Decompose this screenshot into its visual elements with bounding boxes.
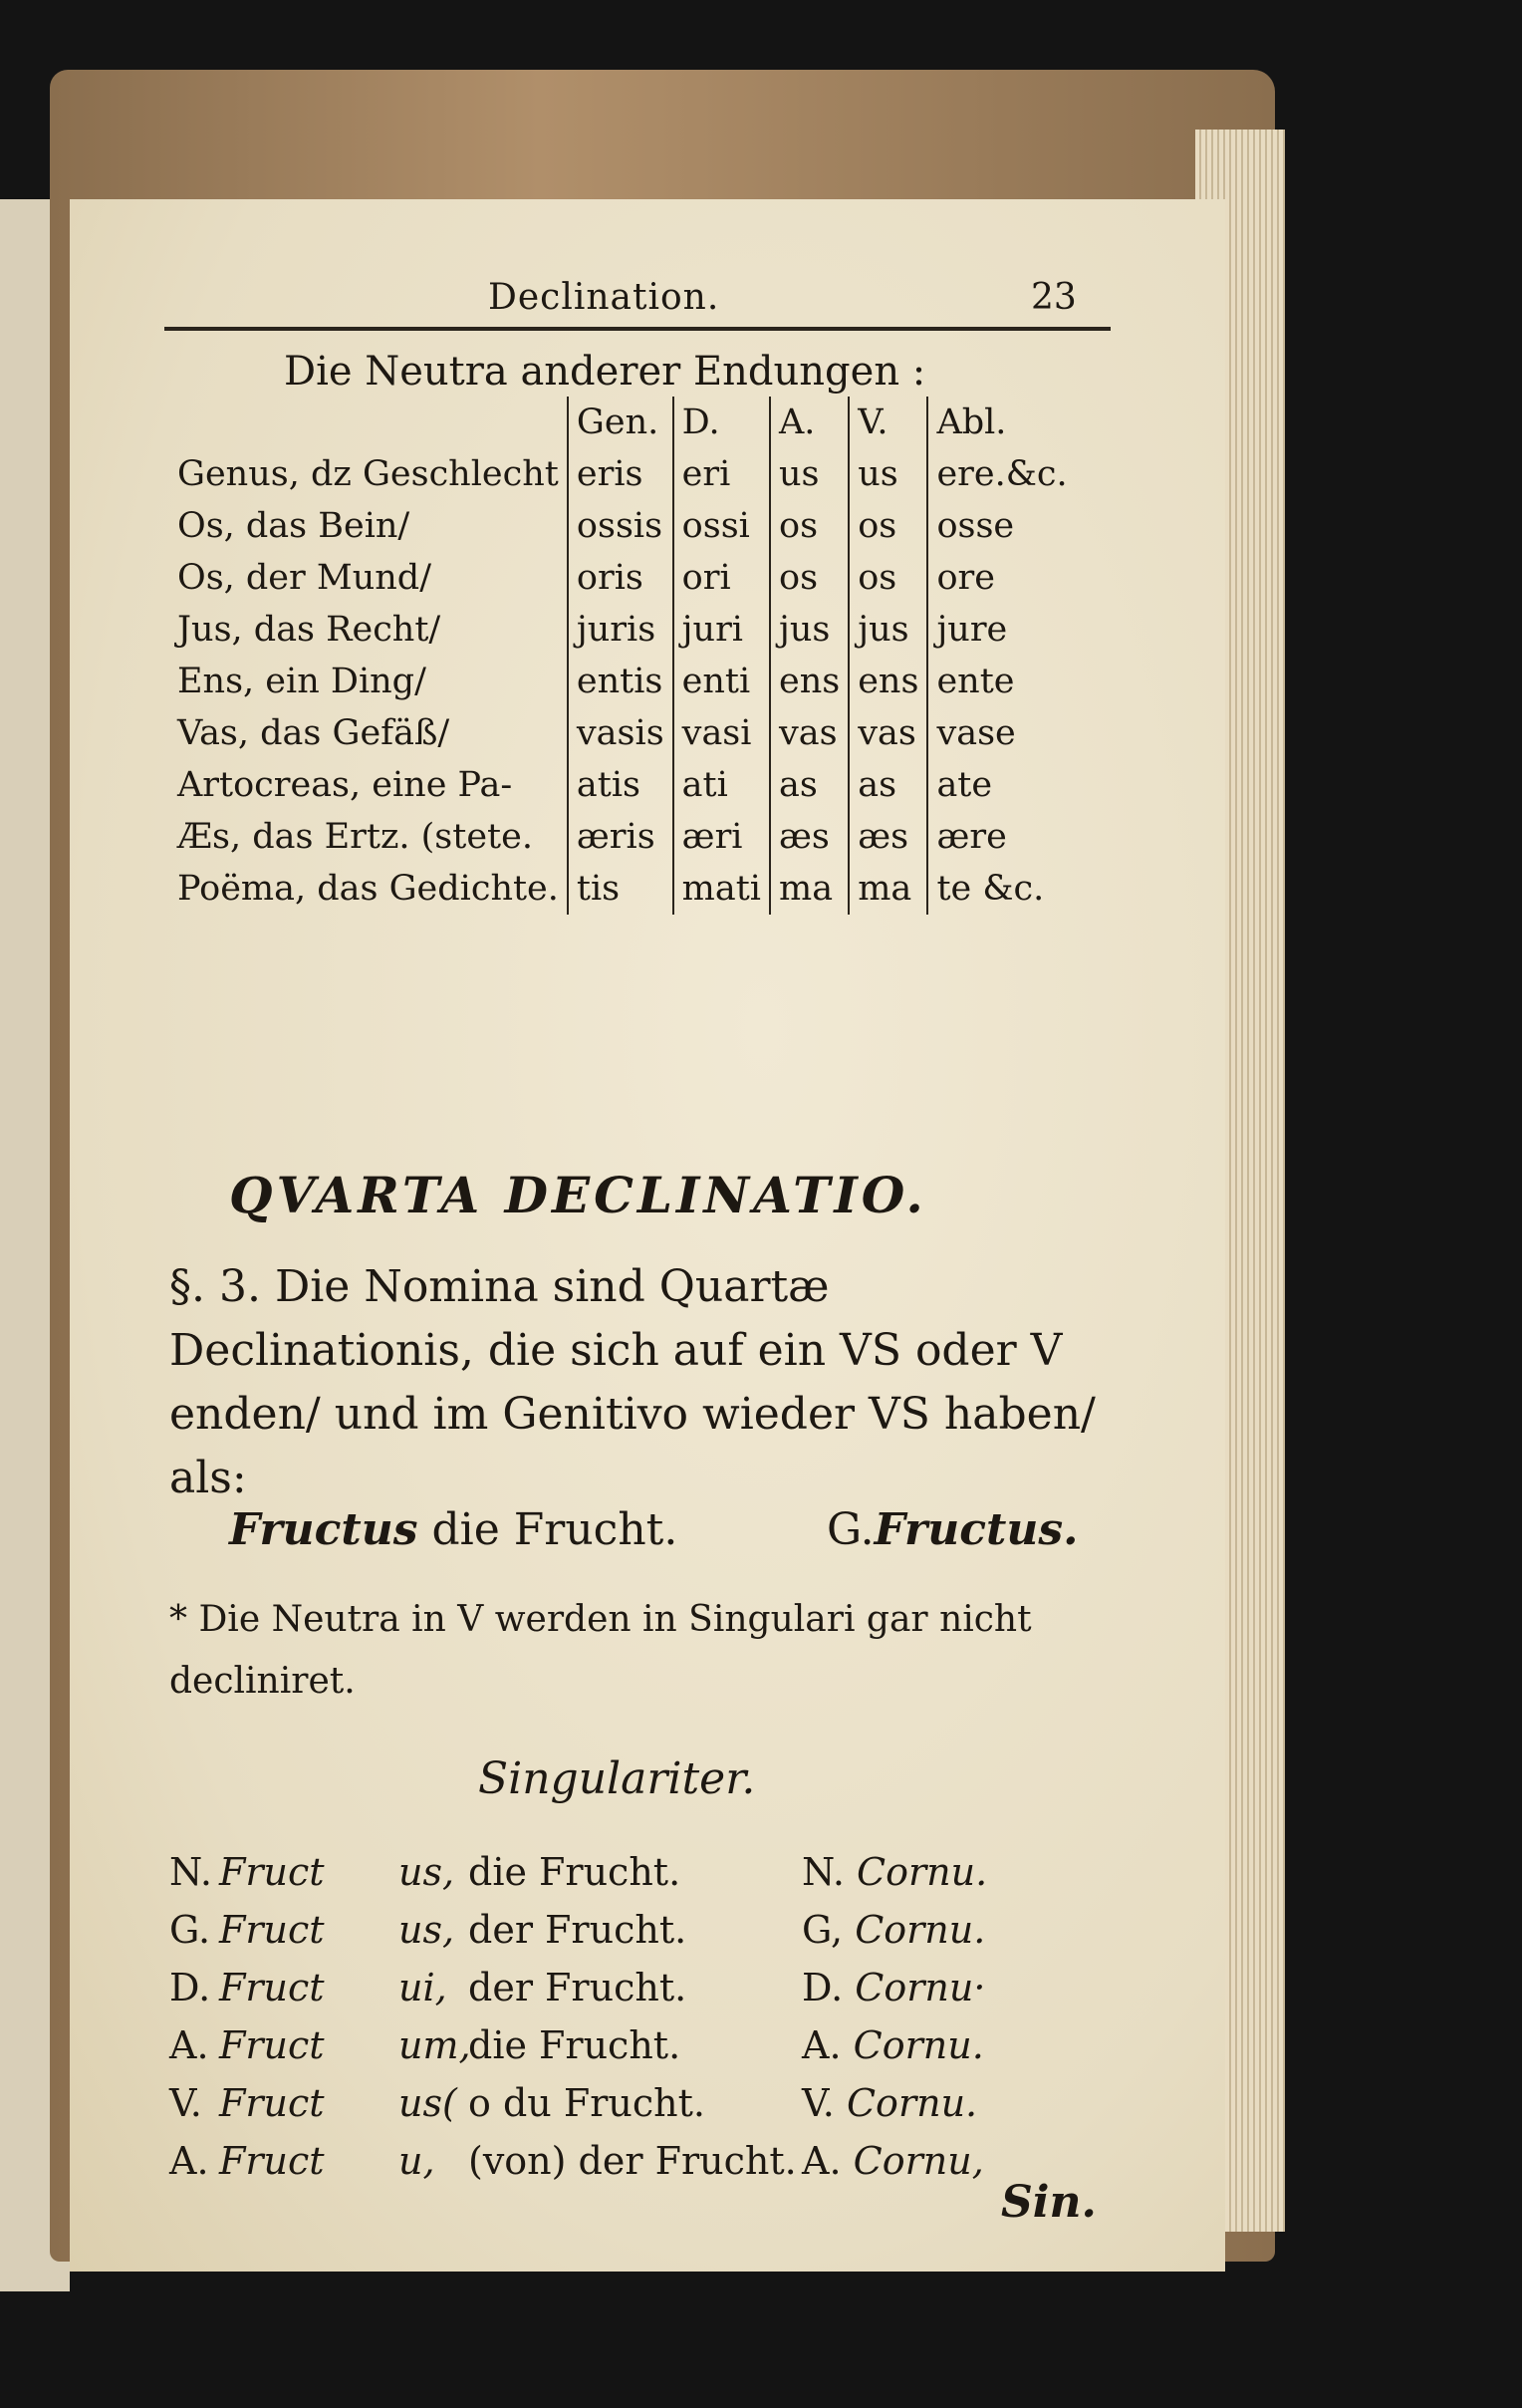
table-cell: ente bbox=[927, 656, 1075, 707]
german-translation: die Frucht. bbox=[468, 2023, 681, 2067]
table-subhead: Die Neutra anderer Endungen : bbox=[284, 349, 926, 395]
table-cell: os bbox=[849, 500, 927, 552]
cornu-form: Cornu. bbox=[846, 2081, 978, 2125]
table-row bbox=[169, 656, 1076, 707]
table-header-cell: Abl. bbox=[927, 397, 1075, 448]
stem: Fruct bbox=[219, 1966, 325, 2009]
case-label: N. bbox=[169, 1850, 212, 1894]
table-cell: as bbox=[770, 759, 849, 811]
table-cell: eri bbox=[673, 448, 770, 500]
table-cell: os bbox=[770, 500, 849, 552]
german-translation: der Frucht. bbox=[468, 1966, 687, 2009]
table-word-cell: Artocreas, eine Pa- bbox=[177, 765, 513, 805]
table-row bbox=[169, 811, 1076, 863]
table-cell: ære bbox=[927, 811, 1075, 863]
word-column-header bbox=[169, 397, 568, 448]
case-label: A. bbox=[169, 2139, 209, 2183]
table-cell: ens bbox=[849, 656, 927, 707]
case-label: A. bbox=[169, 2023, 209, 2067]
paradigm-row bbox=[802, 1843, 987, 1901]
table-cell: entis bbox=[568, 656, 673, 707]
table-word-cell: Æs, das Ertz. (stete. bbox=[177, 817, 533, 857]
cornu-form: Cornu. bbox=[855, 1908, 986, 1952]
footnote: * Die Neutra in V werden in Singulari gar nicht decliniret. bbox=[169, 1599, 1032, 1702]
table-header-cell: V. bbox=[849, 397, 927, 448]
table-cell: æs bbox=[770, 811, 849, 863]
genitive-form: Fructus. bbox=[874, 1504, 1079, 1555]
table-cell: vase bbox=[927, 707, 1075, 759]
paradigm-row bbox=[802, 2074, 987, 2132]
table-word-cell: Genus, dz Geschlecht bbox=[177, 454, 559, 494]
paradigm-row bbox=[802, 1901, 987, 1959]
table-cell: ati bbox=[673, 759, 770, 811]
table-row bbox=[169, 604, 1076, 656]
table-cell: as bbox=[849, 759, 927, 811]
table-cell: us bbox=[770, 448, 849, 500]
catchword: Sin. bbox=[1001, 2177, 1097, 2228]
table-cell: ossis bbox=[568, 500, 673, 552]
paradigm-row bbox=[802, 2132, 987, 2190]
table-cell: ore bbox=[927, 552, 1075, 604]
book-page bbox=[70, 199, 1225, 2272]
table-row bbox=[169, 448, 1076, 500]
ending: um, bbox=[398, 2023, 471, 2067]
example-latin: Fructus bbox=[229, 1504, 418, 1555]
table-cell: os bbox=[770, 552, 849, 604]
german-translation: die Frucht. bbox=[468, 1850, 681, 1894]
table-cell: ori bbox=[673, 552, 770, 604]
table-cell: juris bbox=[568, 604, 673, 656]
table-cell: jus bbox=[770, 604, 849, 656]
table-header-row bbox=[169, 397, 1076, 448]
table-cell: enti bbox=[673, 656, 770, 707]
table-word-cell: Os, das Bein/ bbox=[177, 506, 410, 546]
table-cell: ere.&c. bbox=[927, 448, 1075, 500]
table-cell: osse bbox=[927, 500, 1075, 552]
table-row bbox=[169, 759, 1076, 811]
case-label: A. bbox=[802, 2139, 842, 2183]
table-header-cell: A. bbox=[770, 397, 849, 448]
table-cell: oris bbox=[568, 552, 673, 604]
german-translation: (von) der Frucht. bbox=[468, 2139, 797, 2183]
case-label: V. bbox=[169, 2081, 202, 2125]
table-cell: atis bbox=[568, 759, 673, 811]
table-cell: jure bbox=[927, 604, 1075, 656]
example-genitive bbox=[827, 1504, 1078, 1555]
table-word-cell: Vas, das Gefäß/ bbox=[177, 713, 450, 753]
table-header-cell: D. bbox=[673, 397, 770, 448]
table-cell: æs bbox=[849, 811, 927, 863]
table-cell: ma bbox=[770, 863, 849, 915]
example-german: die Frucht. bbox=[431, 1504, 678, 1555]
table-word-cell: Poëma, das Gedichte. bbox=[177, 869, 559, 909]
cornu-form: Cornu. bbox=[857, 1850, 988, 1894]
table-row bbox=[169, 707, 1076, 759]
page-number: 23 bbox=[1031, 277, 1077, 318]
ending: us, bbox=[398, 1850, 455, 1894]
table-word-cell: Os, der Mund/ bbox=[177, 558, 431, 598]
body-paragraph: §. 3. Die Nomina sind Quartæ Declinationis, die sich auf ein VS oder V enden/ und im Genitivo wieder VS haben/ als: bbox=[169, 1261, 1096, 1503]
table-row bbox=[169, 500, 1076, 552]
paradigm-row bbox=[802, 2016, 987, 2074]
ending: ui, bbox=[398, 1966, 447, 2009]
stem: Fruct bbox=[219, 2081, 325, 2125]
table-row bbox=[169, 863, 1076, 915]
genitive-prefix: G. bbox=[827, 1504, 875, 1555]
table-cell: os bbox=[849, 552, 927, 604]
case-label: G, bbox=[802, 1908, 844, 1952]
table-cell: vas bbox=[770, 707, 849, 759]
case-label: N. bbox=[802, 1850, 845, 1894]
case-label: V. bbox=[802, 2081, 835, 2125]
cornu-form: Cornu, bbox=[853, 2139, 984, 2183]
table-cell: æri bbox=[673, 811, 770, 863]
example-line bbox=[229, 1504, 1079, 1555]
stem: Fruct bbox=[219, 2139, 325, 2183]
table-cell: us bbox=[849, 448, 927, 500]
running-head: Declination. bbox=[488, 277, 720, 318]
table-cell: jus bbox=[849, 604, 927, 656]
german-translation: o du Frucht. bbox=[468, 2081, 705, 2125]
ending: us( bbox=[398, 2081, 457, 2125]
table-cell: vasis bbox=[568, 707, 673, 759]
stem: Fruct bbox=[219, 1850, 325, 1894]
declension-table bbox=[169, 397, 1076, 915]
paradigm-row bbox=[802, 1959, 987, 2016]
stem: Fruct bbox=[219, 2023, 325, 2067]
table-cell: mati bbox=[673, 863, 770, 915]
table-header-cell: Gen. bbox=[568, 397, 673, 448]
header-rule bbox=[164, 327, 1111, 331]
table-cell: juri bbox=[673, 604, 770, 656]
table-cell: eris bbox=[568, 448, 673, 500]
table-cell: tis bbox=[568, 863, 673, 915]
table-cell: vasi bbox=[673, 707, 770, 759]
section-title: QVARTA DECLINATIO. bbox=[229, 1166, 927, 1224]
singular-heading: Singulariter. bbox=[478, 1753, 756, 1804]
ending: u, bbox=[398, 2139, 435, 2183]
table-cell: te &c. bbox=[927, 863, 1075, 915]
table-row bbox=[169, 552, 1076, 604]
ending: us, bbox=[398, 1908, 455, 1952]
table-word-cell: Ens, ein Ding/ bbox=[177, 662, 426, 701]
stem: Fruct bbox=[219, 1908, 325, 1952]
table-word-cell: Jus, das Recht/ bbox=[177, 610, 441, 650]
table-cell: ens bbox=[770, 656, 849, 707]
case-label: D. bbox=[802, 1966, 844, 2009]
table-cell: vas bbox=[849, 707, 927, 759]
table-cell: ossi bbox=[673, 500, 770, 552]
table-cell: æris bbox=[568, 811, 673, 863]
cornu-form: Cornu· bbox=[855, 1966, 986, 2009]
case-label: G. bbox=[169, 1908, 211, 1952]
paradigm-cornu bbox=[802, 1843, 987, 2190]
table-cell: ate bbox=[927, 759, 1075, 811]
case-label: D. bbox=[169, 1966, 211, 2009]
table-cell: ma bbox=[849, 863, 927, 915]
cornu-form: Cornu. bbox=[853, 2023, 984, 2067]
german-translation: der Frucht. bbox=[468, 1908, 687, 1952]
case-label: A. bbox=[802, 2023, 842, 2067]
